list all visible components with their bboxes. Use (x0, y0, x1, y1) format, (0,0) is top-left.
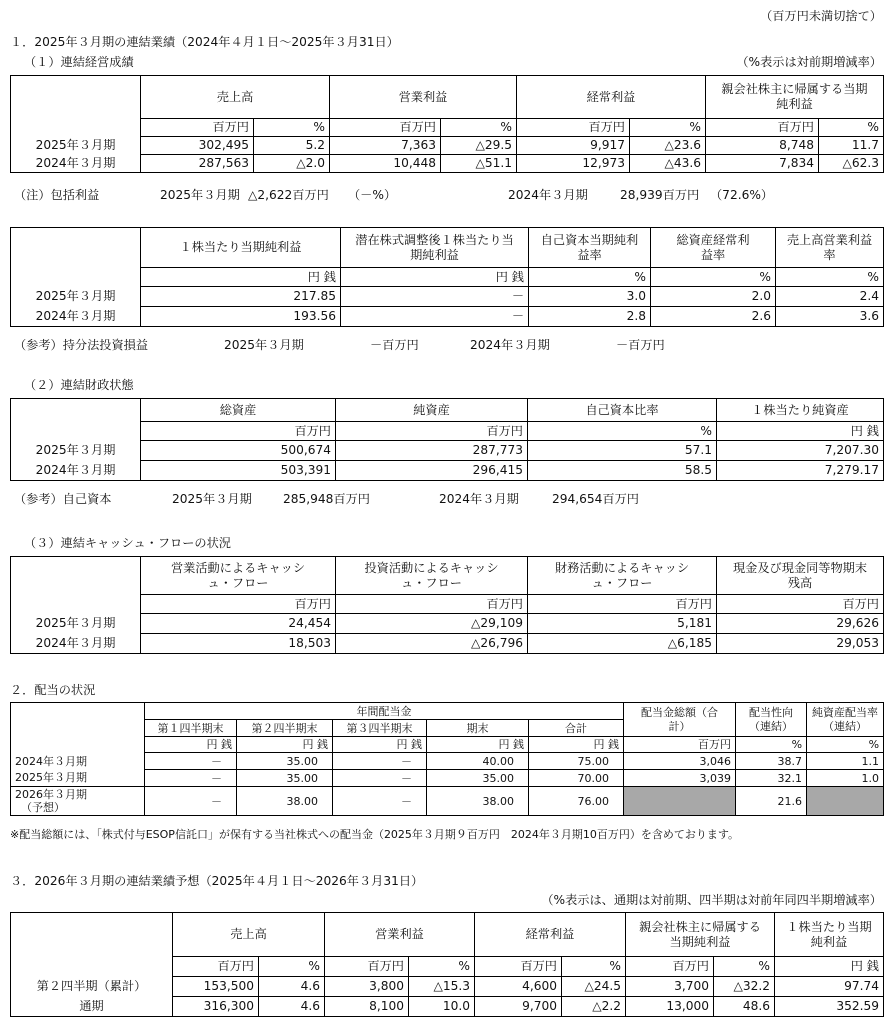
unit: 円 銭 (427, 737, 529, 753)
cell: 193.56 (141, 307, 341, 327)
cell: 296,415 (336, 461, 528, 481)
cell: 3,700 (626, 977, 714, 997)
section1-sub2: （２）連結財政状態 (24, 378, 134, 392)
header-annual-dividend: 年間配当金 (145, 703, 624, 720)
cell: 4,600 (475, 977, 562, 997)
unit: 百万円 (624, 737, 736, 753)
financial-table (10, 398, 884, 481)
cell: 70.00 (529, 770, 624, 787)
section1-title: １．2025年３月期の連結業績（2024年４月１日～2025年３月31日） (10, 35, 399, 49)
unit-note: （百万円未満切捨て） (760, 9, 882, 23)
header-total: 合計 (529, 720, 624, 737)
unit: 円 銭 (141, 268, 341, 287)
cell: － (145, 787, 237, 816)
header-roe: 自己資本当期純利益率 (529, 228, 651, 268)
cell: 2.8 (529, 307, 651, 327)
header-investing-cf: 投資活動によるキャッシュ・フロー (336, 557, 528, 595)
cell: － (333, 787, 427, 816)
row-label: 2024年３月期 (11, 634, 141, 654)
cell-blank (624, 787, 736, 816)
cell: － (145, 770, 237, 787)
unit: 百万円 (706, 119, 819, 137)
header-ordinary-profit: 経常利益 (475, 913, 626, 957)
cell: 3,039 (624, 770, 736, 787)
header-roa: 総資産経常利益率 (651, 228, 776, 268)
row-label: 2025年３月期 (11, 137, 141, 155)
cell: 8,748 (706, 137, 819, 155)
header-q1: 第１四半期末 (145, 720, 237, 737)
row-label-sub: （予想） (21, 801, 65, 814)
cell: 38.7 (736, 753, 807, 770)
header-eps: １株当たり当期純利益 (141, 228, 341, 268)
cell: 11.7 (819, 137, 884, 155)
row-label: 2024年３月期 (11, 307, 141, 327)
unit: 円 銭 (145, 737, 237, 753)
cell: 217.85 (141, 287, 341, 307)
row-label: 2025年３月期 (11, 614, 141, 634)
cell: △43.6 (630, 155, 706, 173)
header-sales: 売上高 (141, 76, 330, 119)
cell: 32.1 (736, 770, 807, 787)
section3-title: ３．2026年３月期の連結業績予想（2025年４月１日～2026年３月31日） (10, 874, 424, 888)
cell: 21.6 (736, 787, 807, 816)
section2-title: ２．配当の状況 (10, 683, 96, 697)
unit: % (254, 119, 330, 137)
cell: 302,495 (141, 137, 254, 155)
unit: 円 銭 (341, 268, 529, 287)
cell: 1.1 (807, 753, 884, 770)
comprehensive-v1: △2,622百万円 (248, 188, 329, 202)
unit: % (736, 737, 807, 753)
own-capital-p2: 2024年３月期 (439, 492, 519, 506)
section1-sub1: （１）連結経営成績 (24, 55, 134, 69)
cell: 29,053 (717, 634, 884, 654)
cell: 3,800 (325, 977, 409, 997)
cell: 35.00 (427, 770, 529, 787)
cell: 29,626 (717, 614, 884, 634)
cell: 287,773 (336, 441, 528, 461)
cell: 5.2 (254, 137, 330, 155)
cell: 13,000 (626, 997, 714, 1017)
cell: 7,279.17 (717, 461, 884, 481)
cell: 7,207.30 (717, 441, 884, 461)
unit: 百万円 (141, 595, 336, 614)
unit: 円 銭 (775, 957, 884, 977)
cell: △15.3 (409, 977, 475, 997)
comprehensive-v2: 28,939百万円 (620, 188, 700, 202)
unit: 百万円 (475, 957, 562, 977)
header-payout-ratio: 配当性向（連結） (736, 703, 807, 737)
unit: 百万円 (517, 119, 630, 137)
cell: 9,917 (517, 137, 630, 155)
row-label-forecast (11, 787, 145, 816)
own-capital-v2: 294,654百万円 (552, 492, 639, 506)
header-net-assets: 純資産 (336, 399, 528, 422)
unit: 百万円 (141, 119, 254, 137)
cell: 7,363 (330, 137, 441, 155)
cell: △29,109 (336, 614, 528, 634)
cell: 2.4 (776, 287, 884, 307)
comprehensive-p2: 2024年３月期 (508, 188, 588, 202)
row-label: 2025年３月期 (11, 441, 141, 461)
header-net-profit: 親会社株主に帰属する当期純利益 (706, 76, 884, 119)
cell: 10.0 (409, 997, 475, 1017)
cell: － (341, 287, 529, 307)
header-sales: 売上高 (173, 913, 325, 957)
own-capital-p1: 2025年３月期 (172, 492, 252, 506)
header-year-end: 期末 (427, 720, 529, 737)
cell: － (333, 753, 427, 770)
row-label: 通期 (11, 997, 173, 1017)
section3-note: （%表示は、通期は対前期、四半期は対前年同四半期増減率） (541, 893, 882, 907)
row-label: 2024年３月期 (11, 461, 141, 481)
unit: 百万円 (325, 957, 409, 977)
cell: △2.0 (254, 155, 330, 173)
cell: △24.5 (562, 977, 626, 997)
cell: △23.6 (630, 137, 706, 155)
dividend-note: ※配当総額には、「株式付与ESOP信託口」が保有する当社株式への配当金（2025年３月期９百万円 2024年３月期10百万円）を含めております。 (10, 828, 740, 841)
cell: 352.59 (775, 997, 884, 1017)
equity-method-v2: －百万円 (616, 338, 665, 352)
unit: % (819, 119, 884, 137)
unit: 百万円 (141, 422, 336, 441)
cell: △26,796 (336, 634, 528, 654)
own-capital-v1: 285,948百万円 (283, 492, 370, 506)
unit: % (807, 737, 884, 753)
unit: 円 銭 (529, 737, 624, 753)
cell: 38.00 (237, 787, 333, 816)
forecast-table (10, 912, 884, 1017)
unit: % (528, 422, 717, 441)
header-q3: 第３四半期末 (333, 720, 427, 737)
unit: % (529, 268, 651, 287)
cell: 7,834 (706, 155, 819, 173)
own-capital-label: （参考）自己資本 (14, 492, 112, 506)
cell: 316,300 (173, 997, 259, 1017)
cell: 10,448 (330, 155, 441, 173)
cell: 76.00 (529, 787, 624, 816)
cell: 503,391 (141, 461, 336, 481)
cell: 18,503 (141, 634, 336, 654)
header-financing-cf: 財務活動によるキャッシュ・フロー (528, 557, 717, 595)
header-operating-profit: 営業利益 (330, 76, 517, 119)
cell: 5,181 (528, 614, 717, 634)
row-label: 2025年３月期 (11, 287, 141, 307)
header-cash-balance: 現金及び現金同等物期末残高 (717, 557, 884, 595)
cell: △32.2 (714, 977, 775, 997)
dividend-table (10, 702, 884, 816)
cell: △2.2 (562, 997, 626, 1017)
unit: 円 銭 (717, 422, 884, 441)
unit: 百万円 (336, 422, 528, 441)
header-q2: 第２四半期末 (237, 720, 333, 737)
unit: 百万円 (528, 595, 717, 614)
unit: 百万円 (626, 957, 714, 977)
unit: 百万円 (173, 957, 259, 977)
row-label: 2026年３月期 (15, 787, 87, 801)
cell: 4.6 (259, 997, 325, 1017)
cell: 40.00 (427, 753, 529, 770)
header-ordinary-profit: 経常利益 (517, 76, 706, 119)
header-bps: １株当たり純資産 (717, 399, 884, 422)
unit: % (441, 119, 517, 137)
equity-method-v1: －百万円 (370, 338, 419, 352)
cell: △6,185 (528, 634, 717, 654)
comprehensive-r2: （72.6%） (710, 188, 774, 202)
comprehensive-p1: 2025年３月期 (160, 188, 240, 202)
section1-sub1-note: （%表示は対前期増減率） (736, 55, 882, 69)
section1-sub3: （３）連結キャッシュ・フローの状況 (24, 536, 231, 550)
unit: 百万円 (336, 595, 528, 614)
cell: － (333, 770, 427, 787)
cell: △62.3 (819, 155, 884, 173)
unit: % (776, 268, 884, 287)
header-eps: １株当たり当期純利益 (775, 913, 884, 957)
header-equity-ratio: 自己資本比率 (528, 399, 717, 422)
cell: 2.0 (651, 287, 776, 307)
cell: 3.6 (776, 307, 884, 327)
unit: 百万円 (330, 119, 441, 137)
results-table (10, 75, 884, 173)
unit: % (714, 957, 775, 977)
row-label: 2024年３月期 (11, 753, 145, 770)
row-label: 2024年３月期 (11, 155, 141, 173)
cell: 500,674 (141, 441, 336, 461)
cell: 287,563 (141, 155, 254, 173)
header-operating-cf: 営業活動によるキャッシュ・フロー (141, 557, 336, 595)
cell: 12,973 (517, 155, 630, 173)
cell: 4.6 (259, 977, 325, 997)
cell-blank (807, 787, 884, 816)
cell: 97.74 (775, 977, 884, 997)
cell: 9,700 (475, 997, 562, 1017)
header-doe: 純資産配当率（連結） (807, 703, 884, 737)
header-operating-profit: 営業利益 (325, 913, 475, 957)
cell: 1.0 (807, 770, 884, 787)
header-total-assets: 総資産 (141, 399, 336, 422)
equity-method-p1: 2025年３月期 (224, 338, 304, 352)
cell: 57.1 (528, 441, 717, 461)
unit: % (630, 119, 706, 137)
cell: 58.5 (528, 461, 717, 481)
cell: － (145, 753, 237, 770)
cell: 153,500 (173, 977, 259, 997)
row-label: 第２四半期（累計） (11, 977, 173, 997)
unit: 百万円 (717, 595, 884, 614)
cell: 24,454 (141, 614, 336, 634)
cell: 35.00 (237, 770, 333, 787)
unit: % (409, 957, 475, 977)
cell: 3,046 (624, 753, 736, 770)
cell: △29.5 (441, 137, 517, 155)
unit: 円 銭 (333, 737, 427, 753)
pershare-table (10, 227, 884, 327)
header-margin: 売上高営業利益率 (776, 228, 884, 268)
cell: 8,100 (325, 997, 409, 1017)
row-label: 2025年３月期 (11, 770, 145, 787)
cell: 35.00 (237, 753, 333, 770)
header-total-dividend: 配当金総額（合計） (624, 703, 736, 737)
cashflow-table (10, 556, 884, 654)
unit: % (562, 957, 626, 977)
header-diluted-eps: 潜在株式調整後１株当たり当期純利益 (341, 228, 529, 268)
cell: － (341, 307, 529, 327)
cell: 75.00 (529, 753, 624, 770)
unit: % (651, 268, 776, 287)
unit: % (259, 957, 325, 977)
comprehensive-r1: （－%） (348, 188, 397, 202)
header-net-profit: 親会社株主に帰属する当期純利益 (626, 913, 775, 957)
cell: 2.6 (651, 307, 776, 327)
unit: 円 銭 (237, 737, 333, 753)
cell: 3.0 (529, 287, 651, 307)
equity-method-p2: 2024年３月期 (470, 338, 550, 352)
cell: 48.6 (714, 997, 775, 1017)
cell: 38.00 (427, 787, 529, 816)
equity-method-label: （参考）持分法投資損益 (14, 338, 149, 352)
comprehensive-label: （注）包括利益 (14, 188, 100, 202)
cell: △51.1 (441, 155, 517, 173)
